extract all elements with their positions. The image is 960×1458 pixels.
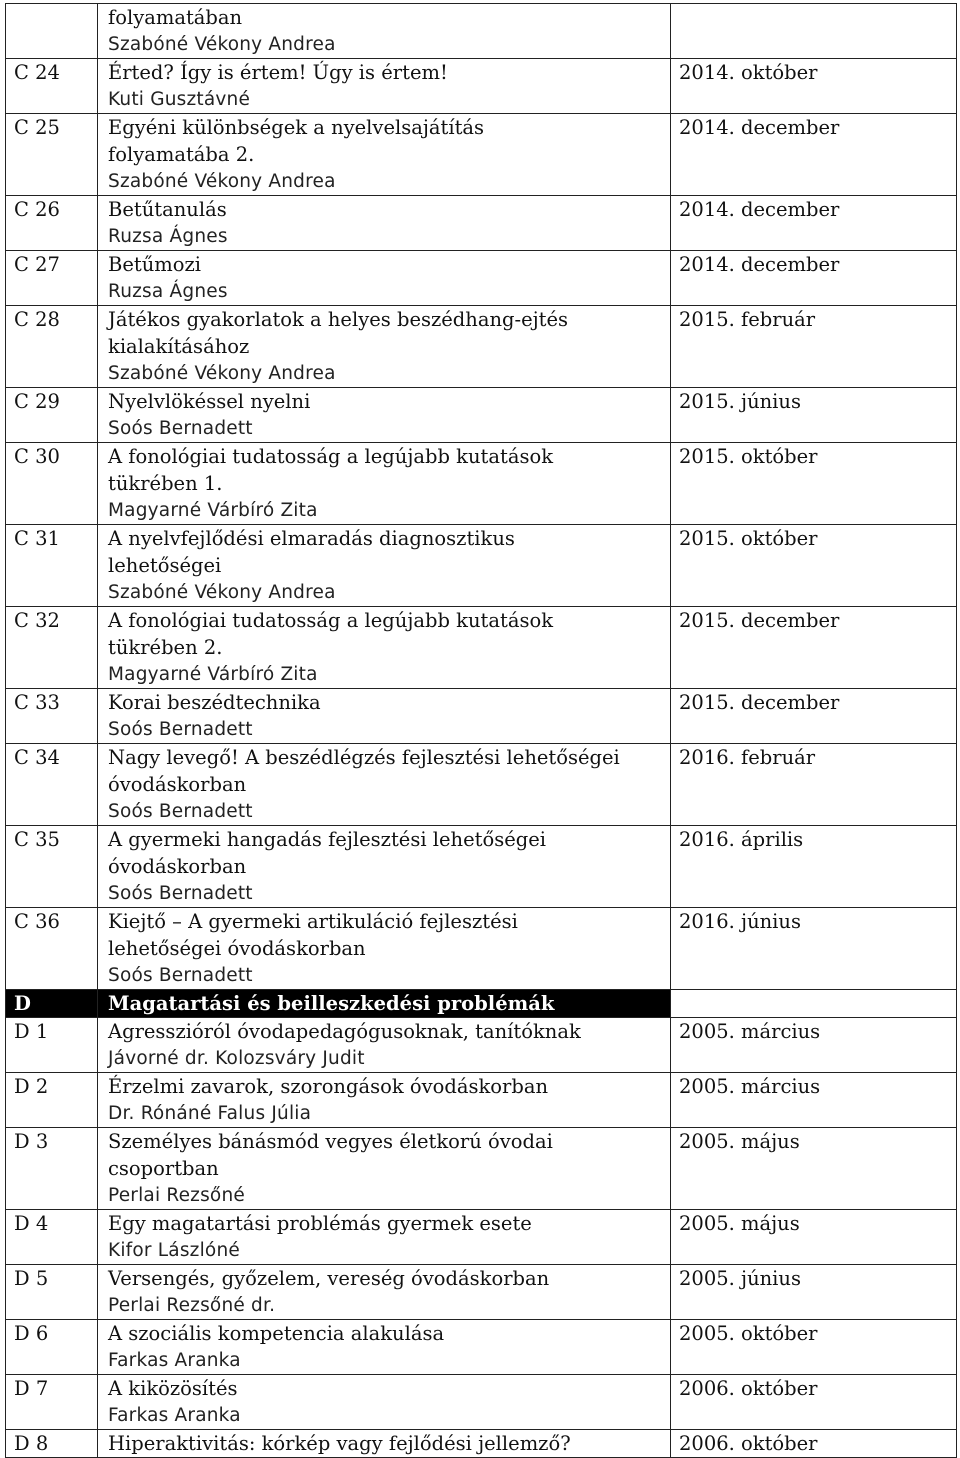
row-author: Soós Bernadett: [108, 801, 253, 822]
row-code: C 28: [6, 306, 98, 388]
row-author: Soós Bernadett: [108, 418, 253, 439]
row-date: 2014. december: [671, 251, 957, 306]
row-date: [671, 4, 957, 59]
table-row: [6, 744, 957, 826]
row-author: Kuti Gusztávné: [108, 89, 251, 110]
row-date: 2014. október: [671, 59, 957, 114]
row-author: Ruzsa Ágnes: [108, 281, 228, 302]
row-date: 2005. október: [671, 1320, 957, 1375]
row-date: 2005. május: [671, 1128, 957, 1210]
section-d-header: [6, 990, 957, 1018]
row-date: 2006. október: [671, 1430, 957, 1458]
row-title-cell: [98, 744, 671, 826]
row-title-line: tükrében 2.: [108, 636, 223, 659]
row-title-cell: [98, 443, 671, 525]
row-title-line: folyamatába 2.: [108, 143, 255, 166]
row-title-line: A szociális kompetencia alakulása: [108, 1322, 445, 1345]
row-author: Farkas Aranka: [108, 1405, 241, 1426]
row-author: Ruzsa Ágnes: [108, 226, 228, 247]
row-date: 2015. december: [671, 607, 957, 689]
row-title-cell: [98, 59, 671, 114]
row-title-line: folyamatában: [108, 6, 243, 29]
row-title-line: lehetőségei óvodáskorban: [108, 937, 366, 960]
row-author: Soós Bernadett: [108, 719, 253, 740]
row-author: Kifor Lászlóné: [108, 1240, 240, 1261]
row-code: C 24: [6, 59, 98, 114]
table-row: [6, 251, 957, 306]
row-author: Szabóné Vékony Andrea: [108, 363, 336, 384]
row-title-cell: [98, 525, 671, 607]
table-row: [6, 196, 957, 251]
row-title-cell: [98, 908, 671, 990]
table-row: [6, 306, 957, 388]
row-code: C 36: [6, 908, 98, 990]
table-row: [6, 1320, 957, 1375]
row-author: Soós Bernadett: [108, 965, 253, 986]
row-author: Szabóné Vékony Andrea: [108, 171, 336, 192]
publication-table: [5, 3, 957, 1458]
row-title-line: Hiperaktivitás: kórkép vagy fejlődési jellemző?: [108, 1432, 571, 1455]
row-code: C 31: [6, 525, 98, 607]
row-title-cell: [98, 607, 671, 689]
table-row: [6, 1375, 957, 1430]
section-d-rows: [6, 1018, 957, 1458]
table-row: [6, 59, 957, 114]
section-c-rows: [6, 4, 957, 990]
row-code: C 25: [6, 114, 98, 196]
row-title-cell: [98, 306, 671, 388]
row-title-line: A fonológiai tudatosság a legújabb kutatások: [108, 609, 554, 632]
row-date: 2016. február: [671, 744, 957, 826]
row-title-cell: [98, 388, 671, 443]
table-row: [6, 1430, 957, 1458]
row-title-line: Kiejtő – A gyermeki artikuláció fejlesztési: [108, 910, 518, 933]
row-author: Szabóné Vékony Andrea: [108, 582, 336, 603]
row-author: Soós Bernadett: [108, 883, 253, 904]
row-title-line: Egy magatartási problémás gyermek esete: [108, 1212, 532, 1235]
table-row: [6, 1073, 957, 1128]
row-code: C 27: [6, 251, 98, 306]
row-title-line: Érted? Így is értem! Úgy is értem!: [108, 61, 448, 84]
table-row: [6, 607, 957, 689]
section-title: Magatartási és beilleszkedési problémák: [98, 990, 671, 1018]
row-title-line: Versengés, győzelem, vereség óvodáskorban: [108, 1267, 550, 1290]
table-row: [6, 1018, 957, 1073]
row-author: Dr. Rónáné Falus Júlia: [108, 1103, 312, 1124]
row-title-line: kialakításához: [108, 335, 250, 358]
row-date: 2015. június: [671, 388, 957, 443]
row-code: D 5: [6, 1265, 98, 1320]
table-row: [6, 114, 957, 196]
row-date: 2006. október: [671, 1375, 957, 1430]
row-title-line: Agresszióról óvodapedagógusoknak, tanítóknak: [108, 1020, 581, 1043]
row-title-cell: [98, 689, 671, 744]
row-code: C 32: [6, 607, 98, 689]
row-title-line: lehetőségei: [108, 554, 222, 577]
table-row: [6, 908, 957, 990]
row-title-line: Betűmozi: [108, 253, 202, 276]
table-row: [6, 1128, 957, 1210]
row-title-cell: [98, 1128, 671, 1210]
row-date: 2015. október: [671, 525, 957, 607]
row-title-line: Korai beszédtechnika: [108, 691, 321, 714]
row-code: C 34: [6, 744, 98, 826]
row-title-line: csoportban: [108, 1157, 219, 1180]
row-date: 2005. március: [671, 1073, 957, 1128]
row-title-line: tükrében 1.: [108, 472, 223, 495]
row-title-line: A nyelvfejlődési elmaradás diagnosztikus: [108, 527, 515, 550]
row-title-cell: [98, 114, 671, 196]
row-code: C 30: [6, 443, 98, 525]
row-title-line: óvodáskorban: [108, 773, 247, 796]
row-code: C 26: [6, 196, 98, 251]
row-title-line: A kiközösítés: [108, 1377, 238, 1400]
row-code: D 4: [6, 1210, 98, 1265]
publication-table-sheet: [5, 3, 957, 1458]
row-author: Magyarné Várbíró Zita: [108, 664, 318, 685]
row-title-cell: [98, 1375, 671, 1430]
table-row: [6, 826, 957, 908]
row-title-line: Nyelvlökéssel nyelni: [108, 390, 311, 413]
row-date: 2005. március: [671, 1018, 957, 1073]
row-title-cell: [98, 251, 671, 306]
row-author: Szabóné Vékony Andrea: [108, 34, 336, 55]
row-title-cell: [98, 4, 671, 59]
table-row: [6, 4, 957, 59]
row-code: D 8: [6, 1430, 98, 1458]
row-code: C 33: [6, 689, 98, 744]
row-date: 2015. december: [671, 689, 957, 744]
row-title-cell: [98, 1265, 671, 1320]
row-code: [6, 4, 98, 59]
row-author: Perlai Rezsőné: [108, 1185, 245, 1206]
table-row: [6, 689, 957, 744]
row-title-cell: [98, 1320, 671, 1375]
table-row: [6, 443, 957, 525]
row-title-cell: [98, 1430, 671, 1458]
row-title-cell: [98, 196, 671, 251]
table-row: [6, 525, 957, 607]
row-title-line: óvodáskorban: [108, 855, 247, 878]
row-title-line: Nagy levegő! A beszédlégzés fejlesztési lehetőségei: [108, 746, 620, 769]
row-code: D 7: [6, 1375, 98, 1430]
row-date: 2005. május: [671, 1210, 957, 1265]
row-author: Magyarné Várbíró Zita: [108, 500, 318, 521]
row-title-line: A fonológiai tudatosság a legújabb kutatások: [108, 445, 554, 468]
row-title-line: Személyes bánásmód vegyes életkorú óvodai: [108, 1130, 553, 1153]
row-title-cell: [98, 826, 671, 908]
row-date: 2016. április: [671, 826, 957, 908]
row-title-line: Érzelmi zavarok, szorongások óvodáskorban: [108, 1075, 549, 1098]
row-date: 2015. október: [671, 443, 957, 525]
row-code: D 1: [6, 1018, 98, 1073]
table-row: [6, 1265, 957, 1320]
row-code: D 3: [6, 1128, 98, 1210]
row-title-line: A gyermeki hangadás fejlesztési lehetőségei: [108, 828, 547, 851]
row-author: Perlai Rezsőné dr.: [108, 1295, 276, 1316]
row-title-line: Játékos gyakorlatok a helyes beszédhang-ejtés: [108, 308, 569, 331]
row-title-line: Egyéni különbségek a nyelvelsajátítás: [108, 116, 485, 139]
row-code: C 29: [6, 388, 98, 443]
table-row: [6, 1210, 957, 1265]
table-row: [6, 388, 957, 443]
section-date-empty: [671, 990, 957, 1018]
row-title-cell: [98, 1210, 671, 1265]
row-title-cell: [98, 1018, 671, 1073]
row-date: 2015. február: [671, 306, 957, 388]
section-header-row: [6, 990, 957, 1018]
row-code: D 6: [6, 1320, 98, 1375]
row-date: 2016. június: [671, 908, 957, 990]
section-code: D: [6, 990, 98, 1018]
row-title-cell: [98, 1073, 671, 1128]
row-code: C 35: [6, 826, 98, 908]
row-code: D 2: [6, 1073, 98, 1128]
row-author: Jávorné dr. Kolozsváry Judit: [108, 1048, 365, 1069]
row-title-line: Betűtanulás: [108, 198, 227, 221]
row-author: Farkas Aranka: [108, 1350, 241, 1371]
row-date: 2014. december: [671, 196, 957, 251]
row-date: 2005. június: [671, 1265, 957, 1320]
row-date: 2014. december: [671, 114, 957, 196]
